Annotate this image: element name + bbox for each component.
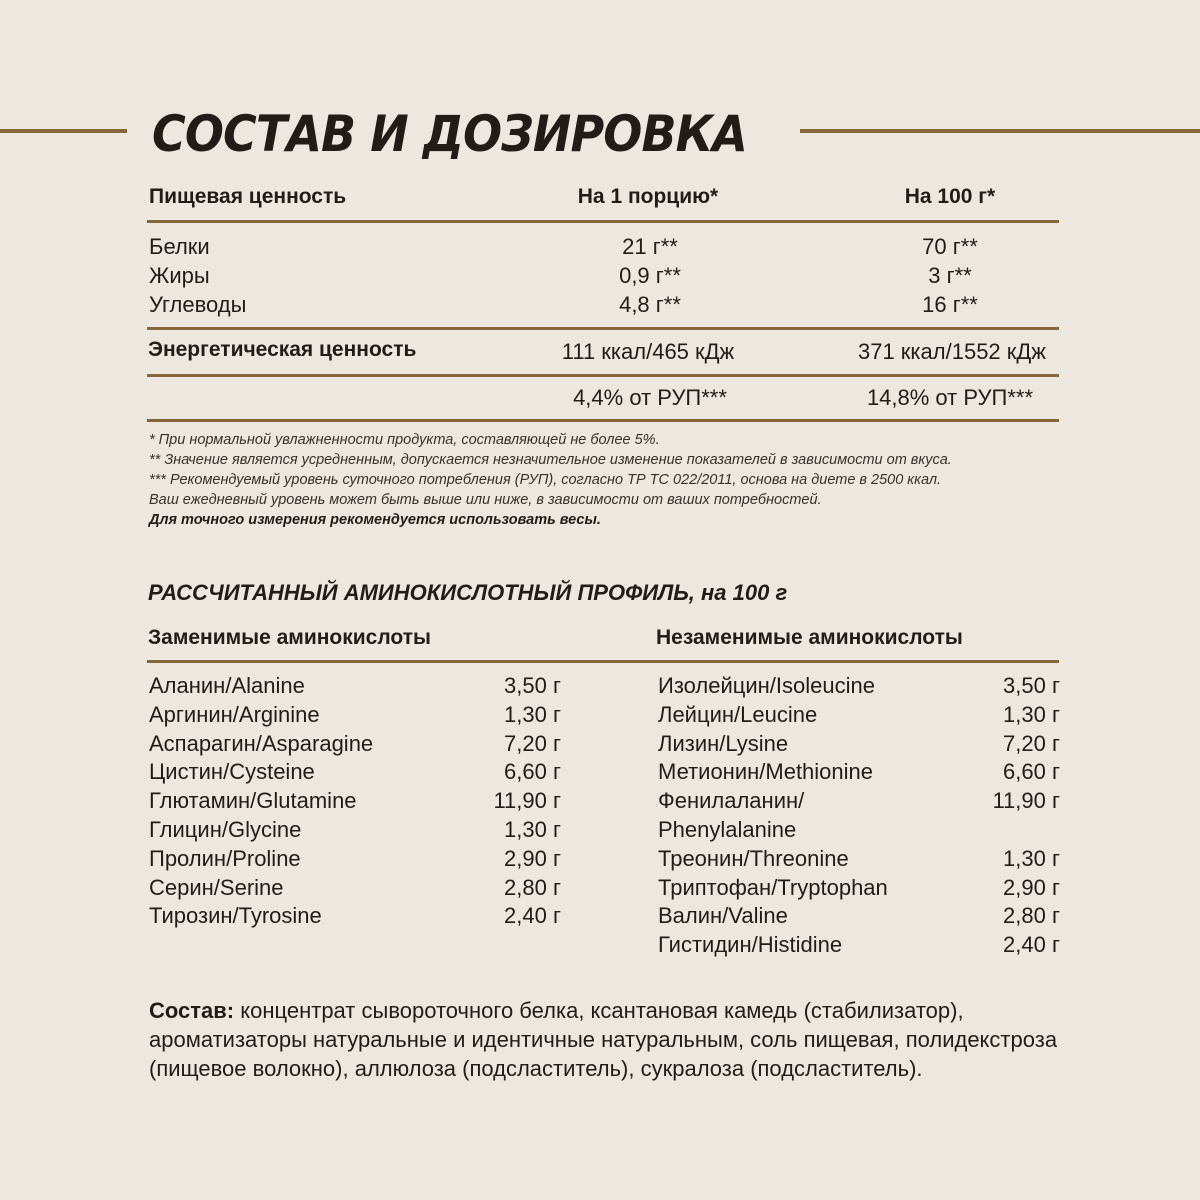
amino-row bbox=[149, 730, 561, 759]
amino-value: 1,30 г bbox=[1003, 701, 1060, 727]
amino-row bbox=[658, 845, 1060, 874]
amino-value: 11,90 г bbox=[493, 788, 561, 814]
amino-name: Гистидин/Histidine bbox=[658, 932, 843, 958]
amino-value: 2,80 г bbox=[1003, 903, 1060, 929]
table-divider bbox=[147, 419, 1059, 422]
amino-value: 6,60 г bbox=[1003, 759, 1060, 785]
amino-value: 11,90 г bbox=[992, 788, 1060, 814]
amino-value: 2,90 г bbox=[504, 845, 561, 871]
essential-header: Незаменимые аминокислоты bbox=[656, 626, 963, 649]
rdi-per-serving: 4,4% от РУП*** bbox=[573, 385, 727, 410]
amino-value: 2,80 г bbox=[504, 874, 561, 900]
amino-row bbox=[149, 758, 561, 787]
footnotes bbox=[149, 430, 952, 530]
amino-row bbox=[149, 787, 561, 816]
amino-value: 3,50 г bbox=[504, 673, 561, 698]
nonessential-list bbox=[149, 672, 561, 931]
amino-name: Аспарагин/Asparagine bbox=[149, 730, 374, 756]
amino-row bbox=[658, 902, 1060, 931]
amino-value: 7,20 г bbox=[1003, 730, 1060, 756]
table-divider bbox=[147, 220, 1059, 223]
nutrient-per-100g: 16 г** bbox=[922, 292, 978, 317]
amino-row bbox=[658, 758, 1060, 787]
nutrient-per-serving: 21 г** bbox=[622, 234, 678, 259]
composition-text: концентрат сывороточного белка, ксантановая камедь (стабилизатор), ароматизаторы натуральные и идентичные натуральным, соль пищевая, полидекстроза (пищевое волокно), аллюлоза (подсластитель), сукралоза (подсластитель). bbox=[149, 998, 1058, 1081]
amino-row bbox=[149, 816, 561, 845]
footnote: * При нормальной увлажненности продукта, составляющей не более 5%. bbox=[149, 432, 660, 448]
nutrient-per-100g: 70 г** bbox=[922, 234, 978, 259]
amino-value: 6,60 г bbox=[504, 759, 561, 785]
amino-row bbox=[658, 931, 1060, 960]
amino-row bbox=[149, 902, 561, 931]
amino-row bbox=[658, 672, 1060, 701]
composition bbox=[149, 996, 1109, 1083]
footnote-bold: Для точного измерения рекомендуется использовать весы. bbox=[149, 512, 601, 528]
amino-name: Аланин/Alanine bbox=[149, 673, 305, 698]
page-title: СОСТАВ И ДОЗИРОВКА bbox=[152, 105, 747, 163]
amino-row bbox=[658, 730, 1060, 759]
amino-row bbox=[149, 845, 561, 874]
amino-name: Серин/Serine bbox=[149, 874, 284, 900]
nutrition-header-100g: На 100 г* bbox=[904, 185, 996, 208]
amino-name: Пролин/Proline bbox=[149, 845, 301, 871]
nutrient-per-serving: 4,8 г** bbox=[619, 292, 681, 317]
amino-name: Тирозин/Tyrosine bbox=[149, 903, 322, 929]
nutrient-per-serving: 0,9 г** bbox=[619, 263, 681, 288]
amino-value: 1,30 г bbox=[504, 816, 561, 842]
amino-row bbox=[149, 874, 561, 903]
amino-name: Валин/Valine bbox=[658, 903, 788, 929]
amino-name: Цистин/Cysteine bbox=[149, 759, 315, 785]
amino-name: Изолейцин/Isoleucine bbox=[658, 673, 875, 698]
amino-value: 2,40 г bbox=[504, 903, 561, 929]
amino-name: Треонин/Threonine bbox=[658, 845, 849, 871]
amino-value: 2,90 г bbox=[1003, 874, 1060, 900]
amino-value: 7,20 г bbox=[504, 730, 561, 756]
amino-divider bbox=[147, 660, 1059, 663]
footnote: ** Значение является усредненным, допускается незначительное изменение показателей в зависимости от вкуса. bbox=[149, 452, 952, 468]
amino-name: Метионин/Methionine bbox=[658, 759, 874, 785]
amino-value: 2,40 г bbox=[1003, 932, 1060, 958]
essential-list bbox=[658, 672, 1060, 960]
nutrient-per-100g: 3 г** bbox=[928, 263, 972, 288]
amino-name: Аргинин/Arginine bbox=[149, 701, 320, 727]
nutrient-label: Белки bbox=[149, 234, 210, 259]
amino-value: 1,30 г bbox=[1003, 845, 1060, 871]
amino-value: 1,30 г bbox=[504, 701, 561, 727]
title-rule-left bbox=[0, 129, 127, 133]
nonessential-header: Заменимые аминокислоты bbox=[148, 626, 431, 649]
amino-row bbox=[149, 701, 561, 730]
amino-row bbox=[658, 701, 1060, 730]
amino-name: Лизин/Lysine bbox=[658, 730, 789, 756]
amino-row bbox=[658, 787, 1060, 845]
energy-per-100g: 371 ккал/1552 кДж bbox=[857, 339, 1047, 364]
rdi-per-100g: 14,8% от РУП*** bbox=[866, 385, 1034, 410]
energy-per-serving: 111 ккал/465 кДж bbox=[561, 339, 735, 364]
nutrition-header-label: Пищевая ценность bbox=[149, 185, 347, 208]
nutrient-label: Жиры bbox=[149, 263, 210, 288]
footnote: Ваш ежедневный уровень может быть выше или ниже, в зависимости от ваших потребностей. bbox=[149, 492, 822, 508]
amino-name: Лейцин/Leucine bbox=[658, 701, 818, 727]
amino-name: Фенилаланин/ Phenylalanine bbox=[658, 788, 805, 842]
footnote: *** Рекомендуемый уровень суточного потребления (РУП), согласно ТР ТС 022/2011, основа на диете в 2500 ккал. bbox=[149, 472, 942, 488]
table-divider bbox=[147, 327, 1059, 330]
energy-label: Энергетическая ценность bbox=[148, 338, 417, 361]
amino-value: 3,50 г bbox=[1003, 673, 1060, 698]
composition-label: Состав: bbox=[149, 998, 235, 1023]
nutrient-label: Углеводы bbox=[149, 292, 247, 317]
table-divider bbox=[147, 374, 1059, 377]
title-rule-right bbox=[800, 129, 1200, 133]
amino-row bbox=[149, 672, 561, 701]
amino-profile-title: РАССЧИТАННЫЙ АМИНОКИСЛОТНЫЙ ПРОФИЛЬ, на 100 г bbox=[148, 580, 788, 605]
amino-name: Глицин/Glycine bbox=[149, 816, 302, 842]
nutrition-header-serving: На 1 порцию* bbox=[577, 185, 719, 208]
amino-name: Триптофан/Tryptophan bbox=[658, 874, 888, 900]
amino-row bbox=[658, 874, 1060, 903]
amino-name: Глютамин/Glutamine bbox=[149, 788, 357, 814]
